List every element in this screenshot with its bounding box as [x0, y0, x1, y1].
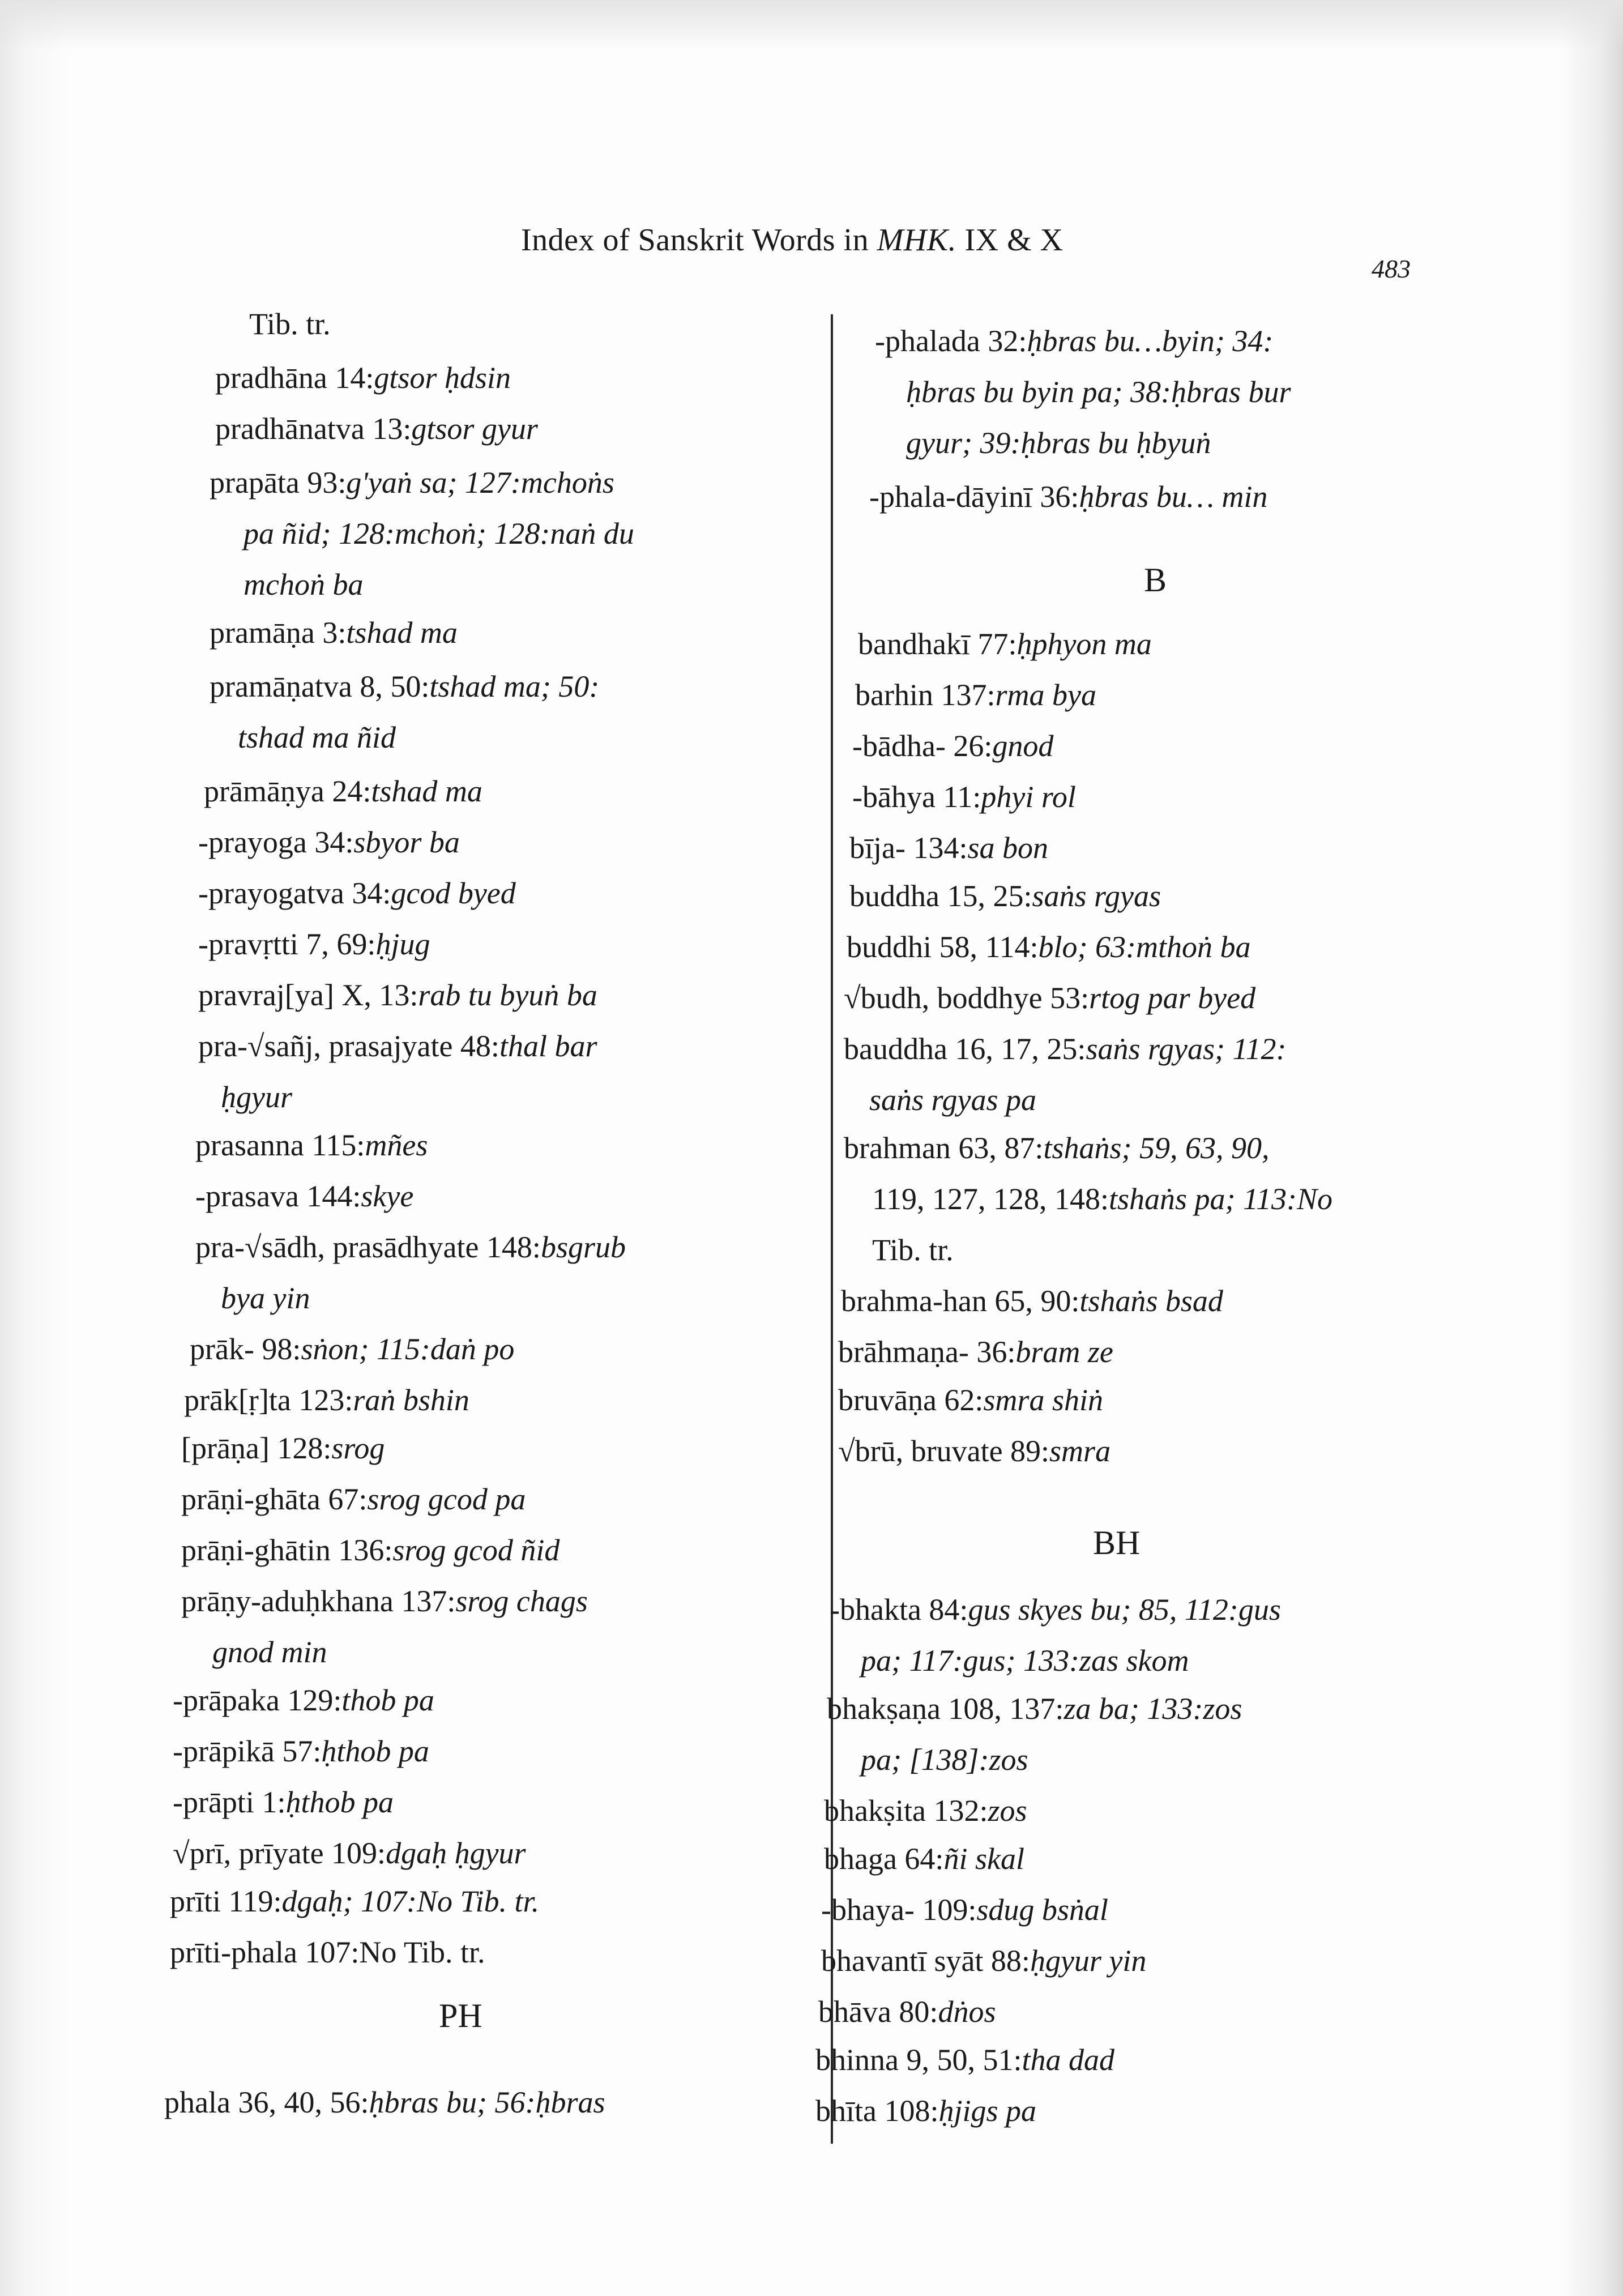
tibetan-equivalent: phyi rol — [981, 780, 1076, 814]
tibetan-equivalent: tshaṅs; 59, 63, 90, — [1043, 1131, 1270, 1165]
tibetan-equivalent: tshaṅs pa; 113:No — [1109, 1182, 1333, 1216]
entry-text: -prāpaka 129: — [173, 1683, 342, 1717]
entry-text: pramāṇatva 8, 50: — [210, 669, 430, 703]
right-entry-line — [852, 782, 1076, 812]
entry-text: bhakṣita 132: — [824, 1794, 988, 1828]
right-entry-line — [869, 1085, 1036, 1115]
right-entry-line — [844, 983, 1255, 1013]
right-entry-line — [830, 1594, 1281, 1625]
entry-text: 119, 127, 128, 148: — [872, 1182, 1109, 1216]
entry-text: -prasava 144: — [195, 1179, 361, 1213]
entry-text: prāk[ṛ]ta 123: — [184, 1383, 353, 1417]
tibetan-equivalent: rab tu byuṅ ba — [418, 978, 597, 1012]
left-entry-line — [195, 1130, 428, 1160]
tibetan-equivalent: tha dad — [1022, 2043, 1114, 2077]
tibetan-equivalent: ḥjigs pa — [938, 2094, 1037, 2128]
tibetan-equivalent: tshad ma ñid — [238, 720, 396, 754]
tibetan-equivalent: tshad ma; 50: — [429, 669, 600, 703]
entry-text: prāmāṇya 24: — [204, 774, 371, 808]
right-entry-line — [838, 1436, 1111, 1466]
tibetan-equivalent: thal bar — [499, 1029, 597, 1063]
tibetan-equivalent: smra — [1049, 1434, 1111, 1468]
left-entry-line — [212, 1637, 327, 1667]
right-entry-line — [827, 1693, 1242, 1724]
left-entry-line — [173, 1787, 394, 1817]
right-entry-line — [838, 1337, 1113, 1367]
entry-text: pradhāna 14: — [215, 361, 374, 395]
tibetan-equivalent: ḥgyur — [221, 1080, 292, 1114]
tibetan-equivalent: mñes — [365, 1128, 428, 1162]
scan-shadow-top — [0, 0, 1623, 51]
entry-text: bhakṣaṇa 108, 137: — [827, 1692, 1064, 1726]
tibetan-equivalent: mchoṅ ba — [244, 567, 364, 601]
entry-text: -phalada 32: — [875, 324, 1027, 358]
tibetan-equivalent: ḥphyon ma — [1016, 627, 1152, 661]
right-entry-line — [861, 1645, 1189, 1676]
entry-text: barhin 137: — [855, 678, 996, 712]
entry-text: -bhaya- 109: — [821, 1893, 977, 1927]
entry-text: -phala-dāyinī 36: — [869, 480, 1079, 514]
right-entry-line — [844, 1133, 1269, 1163]
left-entry-line — [221, 1283, 310, 1313]
right-entry-line — [815, 2096, 1036, 2126]
tibetan-equivalent: pa ñid; 128:mchoṅ; 128:naṅ du — [244, 517, 634, 550]
scan-shadow-left — [0, 0, 68, 2296]
entry-text: brāhmaṇa- 36: — [838, 1335, 1016, 1369]
left-entry-line — [198, 929, 430, 959]
entry-text: √brū, bruvate 89: — [838, 1434, 1050, 1468]
entry-text: pramāṇa 3: — [210, 616, 347, 650]
right-entry-line — [841, 1286, 1223, 1316]
tibetan-equivalent: bram ze — [1015, 1335, 1113, 1369]
right-entry-line — [849, 881, 1161, 911]
right-entry-line — [906, 377, 1291, 407]
left-entry-line — [181, 1433, 385, 1463]
right-entry-line — [875, 326, 1273, 356]
tibetan-equivalent: gtsor ḥdsin — [374, 361, 511, 395]
right-entry-line — [847, 932, 1250, 962]
left-entry-line — [181, 1586, 588, 1616]
entry-text: buddha 15, 25: — [849, 879, 1032, 913]
tibetan-equivalent: gyur; 39:ḥbras bu ḥbyuṅ — [906, 426, 1211, 460]
entry-text: bhavantī syāt 88: — [821, 1944, 1030, 1978]
left-entry-line — [204, 776, 482, 806]
entry-text: -prayogatva 34: — [198, 876, 391, 910]
left-entry-line — [244, 518, 634, 549]
entry-text: bauddha 16, 17, 25: — [844, 1032, 1086, 1066]
entry-text: bhīta 108: — [815, 2094, 939, 2128]
left-entry-line — [210, 617, 458, 648]
right-entry-line — [852, 731, 1053, 761]
scan-shadow-right — [1561, 0, 1623, 2296]
tibetan-equivalent: tshad ma — [371, 774, 482, 808]
right-entry-line — [855, 680, 1096, 710]
entry-text: prāk- 98: — [190, 1332, 301, 1366]
section-heading-b: B — [1144, 561, 1167, 599]
entry-text: prīti-phala 107:No Tib. tr. — [170, 1935, 485, 1969]
entry-text: √budh, boddhye 53: — [844, 981, 1090, 1015]
tibetan-equivalent: raṅ bshin — [353, 1383, 469, 1417]
tibetan-equivalent: ñi skal — [943, 1842, 1024, 1876]
entry-text: prasanna 115: — [195, 1128, 365, 1162]
tibetan-equivalent: saṅs rgyas; 112: — [1086, 1032, 1287, 1066]
right-entry-line — [824, 1795, 1027, 1826]
header-title-work: MHK. — [877, 223, 957, 258]
entry-text: bhaga 64: — [824, 1842, 944, 1876]
tibetan-equivalent: sṅon; 115:daṅ po — [301, 1332, 515, 1366]
left-entry-line — [184, 1385, 469, 1415]
tibetan-equivalent: gcod byed — [391, 876, 516, 910]
left-entry-line — [215, 362, 511, 393]
tibetan-equivalent: za ba; 133:zos — [1064, 1692, 1242, 1726]
entry-text: bīja- 134: — [849, 831, 968, 865]
left-entry-line — [198, 980, 597, 1010]
left-entry-line — [221, 1082, 292, 1112]
left-entry-line — [181, 1535, 559, 1565]
entry-text: brahma-han 65, 90: — [841, 1284, 1080, 1318]
entry-text: prīti 119: — [170, 1884, 282, 1918]
section-heading-ph: PH — [439, 1997, 482, 2034]
left-entry-line — [198, 878, 516, 908]
tibetan-equivalent: srog gcod pa — [367, 1482, 526, 1516]
left-entry-line — [210, 671, 599, 702]
tibetan-equivalent: sbyor ba — [353, 825, 460, 859]
left-entry-line — [210, 467, 614, 498]
tibetan-equivalent: sa bon — [967, 831, 1048, 865]
tibetan-equivalent: rtog par byed — [1089, 981, 1256, 1015]
left-entry-line — [170, 1886, 539, 1917]
right-entry-line — [821, 1894, 1108, 1925]
left-entry-line — [198, 827, 460, 857]
tibetan-equivalent: gtsor gyur — [411, 412, 538, 446]
right-entry-line — [818, 1996, 996, 2027]
right-entry-line — [815, 2045, 1114, 2075]
left-entry-line — [238, 722, 396, 753]
tibetan-equivalent: saṅs rgyas pa — [869, 1083, 1037, 1117]
tibetan-equivalent: ḥbras bu; 56:ḥbras — [369, 2085, 605, 2119]
left-entry-line — [164, 2087, 605, 2118]
tibetan-equivalent: rma bya — [995, 678, 1096, 712]
entry-text: bhinna 9, 50, 51: — [815, 2043, 1022, 2077]
left-entry-line — [181, 1484, 526, 1514]
tibetan-equivalent: dgaḥ; 107:No Tib. tr. — [281, 1884, 540, 1918]
tibetan-equivalent: blo; 63:mthoṅ ba — [1038, 930, 1251, 964]
entry-text: prāṇi-ghāta 67: — [181, 1482, 368, 1516]
entry-text: -bāhya 11: — [852, 780, 981, 814]
entry-text: -prayoga 34: — [198, 825, 354, 859]
tibetan-equivalent: srog — [331, 1431, 385, 1465]
left-entry-line — [173, 1685, 434, 1715]
entry-text: Tib. tr. — [872, 1233, 954, 1267]
entry-text: brahman 63, 87: — [844, 1131, 1044, 1165]
entry-text: -bādha- 26: — [852, 729, 993, 763]
entry-text: bruvāṇa 62: — [838, 1383, 984, 1417]
right-entry-line — [824, 1843, 1024, 1874]
running-header — [521, 222, 1064, 258]
entry-text: buddhi 58, 114: — [847, 930, 1039, 964]
tibetan-equivalent: pa; [138]:zos — [861, 1743, 1028, 1777]
right-entry-line — [858, 629, 1152, 659]
entry-text: prāṇy-aduḥkhana 137: — [181, 1584, 456, 1618]
tibetan-equivalent: dṅos — [938, 1995, 996, 2029]
left-entry-line — [195, 1181, 413, 1211]
left-entry-line — [173, 1838, 526, 1868]
tibetan-equivalent: pa; 117:gus; 133:zas skom — [861, 1644, 1189, 1678]
left-entry-line — [244, 569, 363, 600]
right-entry-line — [838, 1385, 1103, 1415]
entry-text: pra-√sañj, prasajyate 48: — [198, 1029, 499, 1063]
entry-text: -prāpti 1: — [173, 1785, 286, 1819]
tibetan-equivalent: gnod min — [212, 1635, 327, 1669]
tibetan-equivalent: ḥbras bu byin pa; 38:ḥbras bur — [906, 375, 1291, 409]
entry-text: prāṇi-ghātin 136: — [181, 1533, 393, 1567]
entry-text: √prī, prīyate 109: — [173, 1836, 386, 1870]
entry-text: -bhakta 84: — [830, 1593, 968, 1627]
right-entry-line — [844, 1034, 1286, 1064]
left-entry-line — [198, 1031, 597, 1061]
right-entry-line — [861, 1744, 1028, 1775]
left-entry-line — [195, 1232, 626, 1262]
tibetan-equivalent: saṅs rgyas — [1032, 879, 1161, 913]
tibetan-equivalent: smra shiṅ — [983, 1383, 1103, 1417]
tibetan-equivalent: bsgrub — [540, 1230, 626, 1264]
entry-text: -pravṛtti 7, 69: — [198, 927, 376, 961]
right-entry-line — [906, 428, 1211, 458]
entry-text: pradhānatva 13: — [215, 412, 412, 446]
entry-text: prapāta 93: — [210, 466, 347, 500]
tibetan-equivalent: skye — [361, 1179, 414, 1213]
left-entry-line — [173, 1736, 429, 1766]
entry-text: Tib. tr. — [249, 307, 331, 341]
tibetan-equivalent: tshad ma — [346, 616, 458, 650]
entry-text: phala 36, 40, 56: — [164, 2085, 369, 2119]
left-entry-line — [170, 1937, 485, 1968]
page-number: 483 — [1372, 254, 1411, 283]
tibetan-equivalent: gnod — [992, 729, 1054, 763]
tibetan-equivalent: tshaṅs bsad — [1079, 1284, 1223, 1318]
left-entry-line — [215, 413, 538, 444]
right-entry-line — [869, 481, 1267, 512]
tibetan-equivalent: srog chags — [455, 1584, 588, 1618]
right-entry-line — [872, 1184, 1332, 1214]
entry-text: bhāva 80: — [818, 1995, 938, 2029]
right-entry-line — [849, 833, 1048, 863]
left-entry-line — [190, 1334, 514, 1364]
tibetan-equivalent: ḥjug — [375, 927, 430, 961]
tibetan-equivalent: sdug bsṅal — [976, 1893, 1108, 1927]
entry-text: pravraj[ya] X, 13: — [198, 978, 418, 1012]
section-heading-bh: BH — [1093, 1524, 1141, 1561]
tibetan-equivalent: ḥthob pa — [321, 1734, 429, 1768]
tibetan-equivalent: bya yin — [221, 1281, 310, 1315]
tibetan-equivalent: srog gcod ñid — [392, 1533, 560, 1567]
entry-text: pra-√sādh, prasādhyate 148: — [195, 1230, 541, 1264]
header-title-suffix: IX & X — [956, 223, 1064, 258]
tibetan-equivalent: thob pa — [341, 1683, 434, 1717]
tibetan-equivalent: ḥbras bu… min — [1079, 480, 1268, 514]
right-entry-line — [821, 1945, 1146, 1976]
tibetan-equivalent: ḥbras bu…byin; 34: — [1027, 324, 1274, 358]
left-entry-line — [249, 309, 331, 339]
entry-text: bandhakī 77: — [858, 627, 1017, 661]
tibetan-equivalent: dgaḥ ḥgyur — [386, 1836, 526, 1870]
tibetan-equivalent: zos — [988, 1794, 1027, 1828]
tibetan-equivalent: g'yaṅ sa; 127:mchoṅs — [346, 466, 614, 500]
header-title-prefix: Index of Sanskrit Words in — [521, 223, 877, 258]
tibetan-equivalent: ḥthob pa — [285, 1785, 394, 1819]
entry-text: -prāpikā 57: — [173, 1734, 322, 1768]
entry-text: [prāṇa] 128: — [181, 1431, 332, 1465]
tibetan-equivalent: gus skyes bu; 85, 112:gus — [968, 1593, 1281, 1627]
right-entry-line — [872, 1235, 954, 1265]
tibetan-equivalent: ḥgyur yin — [1030, 1944, 1147, 1978]
